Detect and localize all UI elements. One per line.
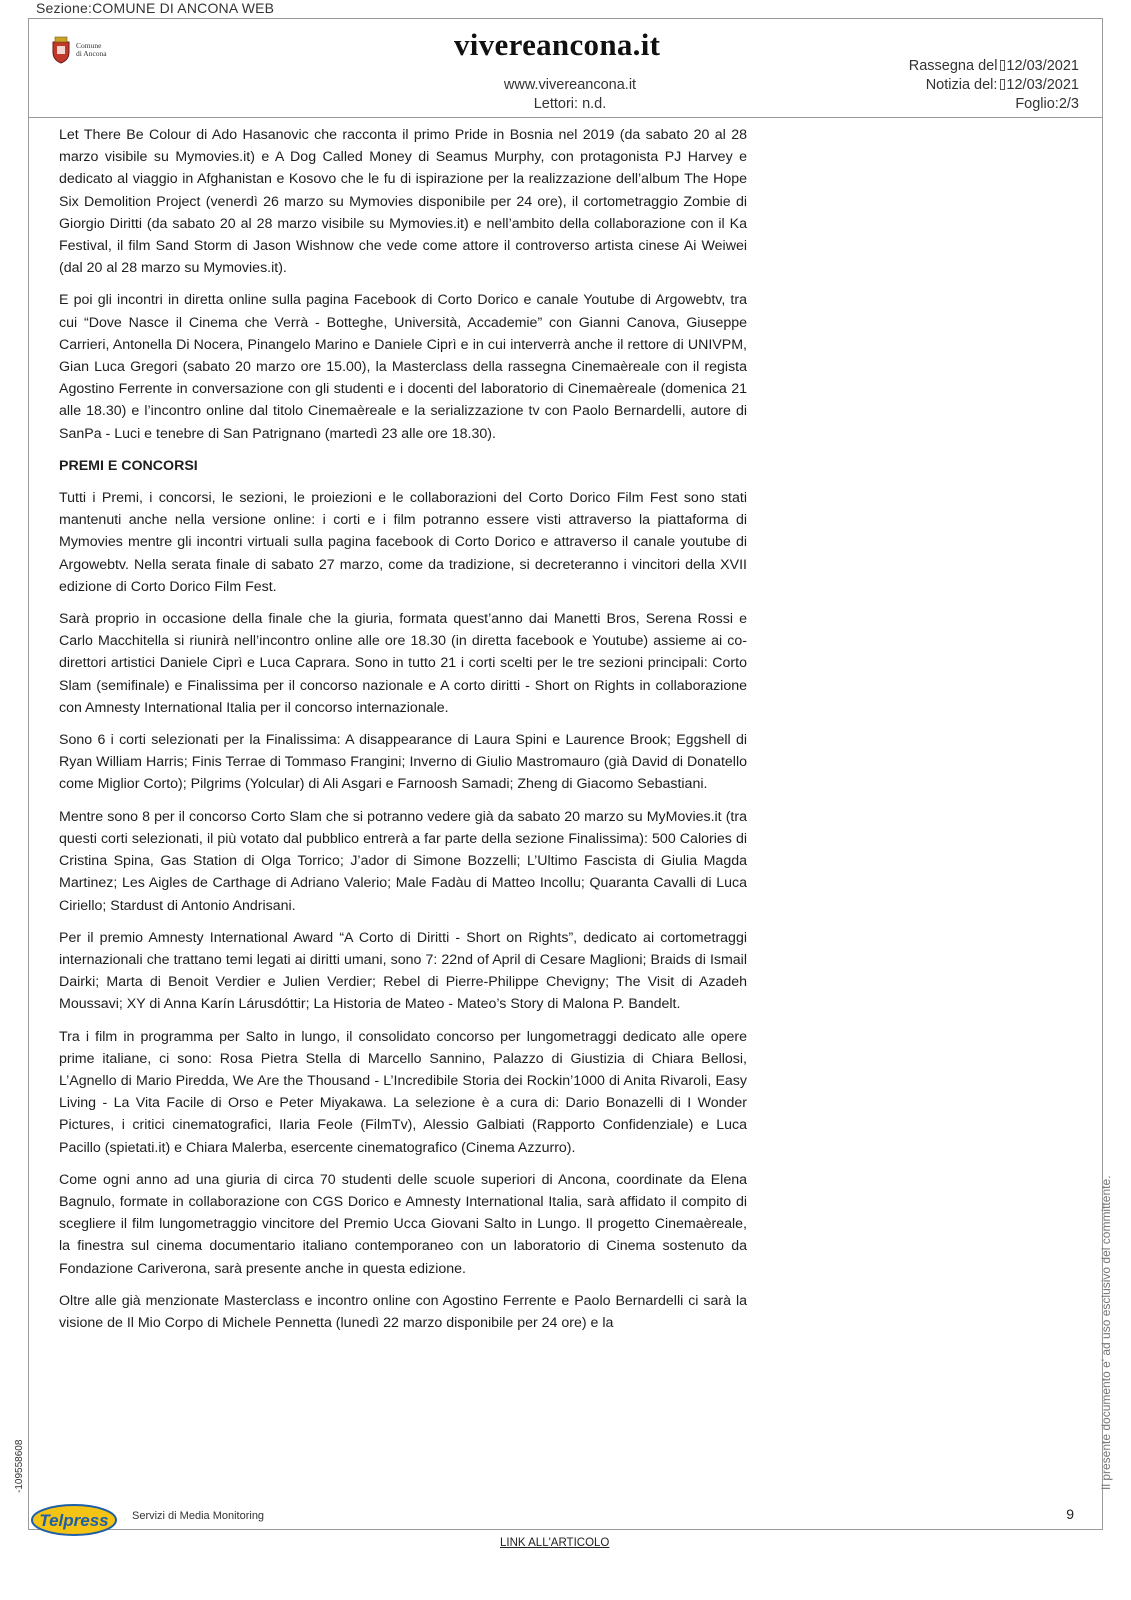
header-divider — [28, 117, 1103, 118]
paragraph: Sono 6 i corti selezionati per la Finalissima: A disappearance di Laura Spini e Laurence Brook; Eggshell di Ryan William Harris; Finis Terrae di Tommaso Frangini; Inverno di Giulio Mastromauro (già David di Donatello come Miglior Corto); Pilgrims (Yolcular) di Ali Asgari e Farnoosh Samadi; Zheng di Giacomo Sebastiani. — [59, 732, 747, 793]
page-number: 9 — [1066, 1506, 1074, 1522]
paragraph: Tutti i Premi, i concorsi, le sezioni, le proiezioni e le collaborazioni del Corto Dorico Film Fest sono stati mantenuti anche nella versione online: i corti e i film potranno essere visti attraverso la piattaforma di Mymovies mentre gli incontri virtuali sulla pagina facebook di Corto Dorico e attraverso il canale youtube di Argowebtv. Nella serata finale di sabato 27 marzo, come da tradizione, si decreteranno i vincitori della XVII edizione di Corto Dorico Film Fest. — [59, 490, 747, 595]
article-body — [59, 124, 747, 1344]
readers-count: Lettori: n.d. — [533, 96, 607, 112]
paragraph: Sarà proprio in occasione della finale che la giuria, formata quest’anno dai Manetti Bros, Serena Rossi e Carlo Macchitella si riunirà nell’incontro online alle ore 18.30 (in diretta facebook e Youtube) assieme ai co-direttori artistici Daniele Ciprì e Luca Caprara. Sono in tutto 21 i corti scelti per le tre sezioni principali: Corto Slam (semifinale) e Finalissima per il concorso nazionale e A corto diritti - Short on Rights in collaborazione con Amnesty International Italia per il concorso internazionale. — [59, 611, 747, 716]
publication-meta — [909, 57, 1079, 114]
telpress-logo — [30, 1502, 118, 1538]
paragraph: Per il premio Amnesty International Award “A Corto di Diritti - Short on Rights”, dedicato ai cortometraggi internazionali che trattano temi legati ai diritti umani, sono 7: 22nd of April di Cesare Maglioni; Braids di Ismail Dairki; Marta di Benoit Verdier e Julien Verdier; Rebel di Pierre-Philippe Chevigny; The Visit di Azadeh Moussavi; XY di Anna Karín Lárusdóttir; La Historia de Mateo - Mateo’s Story di Malona P. Bandelt. — [59, 929, 747, 1013]
rassegna-date: Rassegna del 12/03/2021 — [908, 58, 1079, 74]
masthead: vivereancona.it — [454, 27, 661, 62]
paragraph: Let There Be Colour di Ado Hasanovic che racconta il primo Pride in Bosnia nel 2019 (da sabato 20 al 28 marzo visibile su Mymovies.it) e A Dog Called Money di Seamus Murphy, con protagonista PJ Harvey e dedicato al viaggio in Afghanistan e Kosovo che le fu di ispirazione per la realizzazione dell’album The Hope Six Demolition Project (venerdì 26 marzo su Mymovies disponibile per 24 ore), il cortometraggio Zombie di Giorgio Diritti (da sabato 20 al 28 marzo visibile su Mymovies.it) e nell’ambito della collaborazione con il Ka Festival, il film Sand Storm di Jason Wishnow che vede come attore il controverso artista cinese Ai Weiwei (dal 20 al 28 marzo su Mymovies.it). — [59, 127, 747, 277]
paragraph: E poi gli incontri in diretta online sulla pagina Facebook di Corto Dorico e canale Youtube di Argowebtv, tra cui “Dove Nasce il Cinema che Verrà - Botteghe, Università, Accademie” con Gianni Canova, Giuseppe Carrieri, Antonella Di Nocera, Pinangelo Marino e Daniele Ciprì e in cui interverrà anche il rettore di UNIVPM, Gian Luca Gregori (sabato 20 marzo ore 15.00), la Masterclass della rassegna Cinemaèreale con il regista Agostino Ferrente in conversazione con gli studenti e i docenti del laboratorio di Cinemaèreale (domenica 21 alle 18.30) e l’incontro online dal titolo Cinemaèreale e la serializzazione tv con Paolo Bernardelli, autore di SanPa - Luci e tenebre di San Patrignano (martedì 23 alle ore 18.30). — [59, 292, 747, 442]
paragraph: Mentre sono 8 per il concorso Corto Slam che si potranno vedere già da sabato 20 marzo su MyMovies.it (tra questi corti selezionati, il più votato dal pubblico entrerà a far parte della sezione Finalissima): 500 Calories di Cristina Spina, Gas Station di Olga Torrico; J’ador di Simone Bozzelli; L’Ultimo Fascista di Giulia Magda Martinez; Les Aigles de Carthage di Adriano Valerio; Male Fadàu di Matteo Incollu; Quaranta Cavalli di Luca Ciriello; Stardust di Antonio Andrisani. — [59, 808, 747, 914]
notizia-date: Notizia del: 12/03/2021 — [925, 77, 1079, 93]
section-heading: PREMI E CONCORSI — [59, 457, 198, 474]
svg-text:Telpress: Telpress — [39, 1511, 109, 1530]
document-id: -109558608 — [14, 1439, 25, 1493]
coat-of-arms-icon — [50, 36, 72, 64]
foglio: Foglio:2/3 — [1015, 96, 1079, 112]
service-label: Servizi di Media Monitoring — [132, 1510, 265, 1522]
article-link[interactable]: LINK ALL'ARTICOLO — [500, 1537, 610, 1549]
paragraph: Oltre alle già menzionate Masterclass e incontro online con Agostino Ferrente e Paolo Bernardelli ci sarà la visione de Il Mio Corpo di Michele Pennetta (lunedì 22 marzo disponibile per 24 ore) e la — [59, 1292, 747, 1331]
paragraph: Come ogni anno ad una giuria di circa 70 studenti delle scuole superiori di Ancona, coordinate da Elena Bagnulo, formate in collaborazione con CGS Dorico e Amnesty International Italia, sarà affidato il compito di scegliere il film lungometraggio vincitore del Premio Ucca Giovani Salto in Lungo. Il progetto Cinemaèreale, la finestra sul cinema documentario italiano contemporaneo con un laboratorio di Cinema sostenuto da Fondazione Cariverona, sarà presente anche in questa edizione. — [59, 1171, 747, 1277]
section-label: Sezione:COMUNE DI ANCONA WEB — [36, 0, 275, 16]
paragraph: Tra i film in programma per Salto in lungo, il consolidato concorso per lungometraggi dedicato alle opere prime italiane, ci sono: Rosa Pietra Stella di Marcello Sannino, Palazzo di Giustizia di Chiara Bellosi, L’Agnello di Mario Piredda, We Are the Thousand - L’Incredibile Storia dei Rockin’1000 di Anita Rivaroli, Easy Living - La Vita Facile di Orso e Peter Miyakawa. La selezione è a cura di: Dario Bonazelli di I Wonder Pictures, i critici cinematografici, Ilaria Feole (FilmTv), Alessio Galbiati (Rapporto Confidenziale) e Luca Pacillo (spietati.it) e Chiara Malerba, esercente cinematografico (Cinema Azzurro). — [59, 1028, 747, 1156]
usage-disclaimer: Il presente documento e' ad uso esclusivo del committente. — [1099, 1175, 1113, 1490]
site-url: www.vivereancona.it — [503, 77, 637, 93]
comune-logo-text: Comune di Ancona — [76, 41, 107, 58]
comune-logo — [50, 36, 107, 64]
